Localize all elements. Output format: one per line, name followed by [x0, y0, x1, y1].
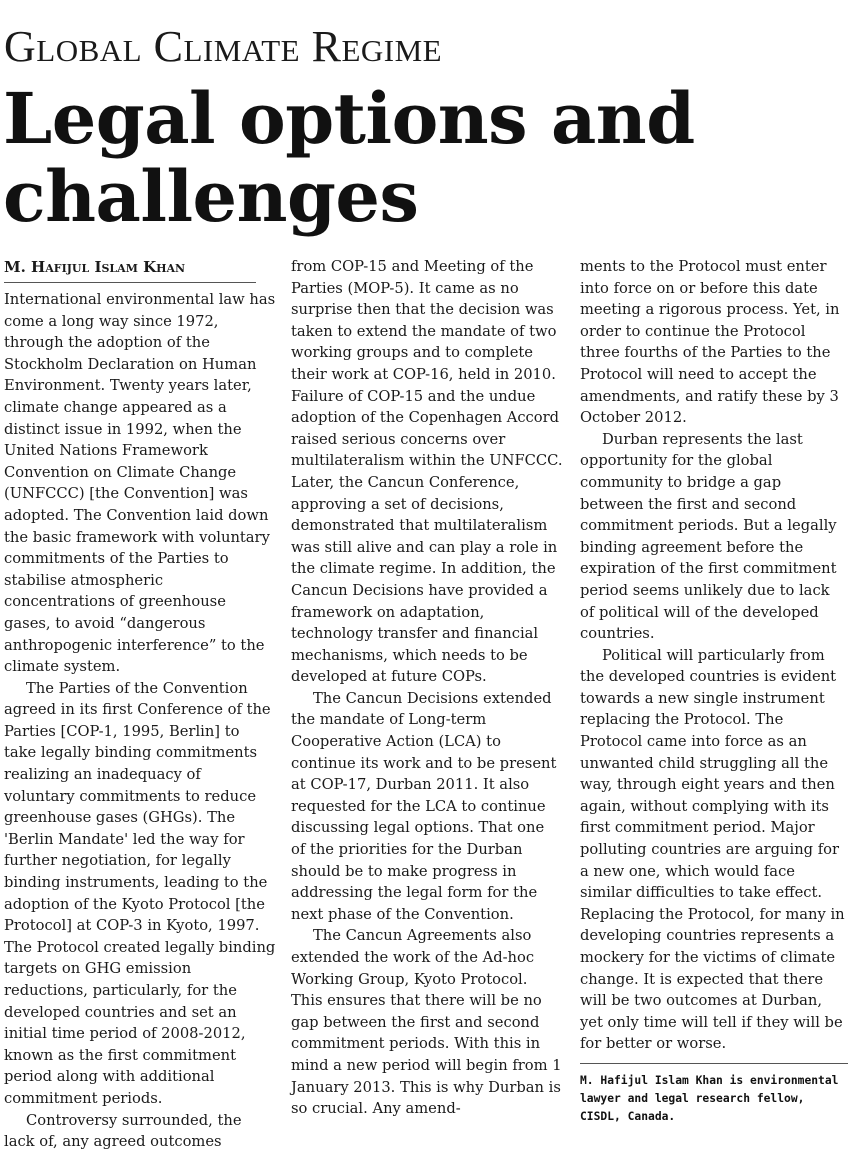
paragraph: ments to the Protocol must enter into force on or before this date meeting a rigorous process. Yet, in order to continue the Protocol three fourths of the Parties to the Protocol will need to accept the amendments, and ratify these by 3 October 2012. — [580, 258, 840, 427]
article-column-3 — [580, 256, 848, 1126]
article-headline: Legal options and challenges — [3, 77, 695, 238]
paragraph: International environmental law has come a long way since 1972, through the adoption of the Stockholm Declaration on Human Environment. Twenty years later, climate change appeared as a distinct issue in 1992, when the United Nations Framework Convention on Climate Change (UNFCCC) [the Convention] was adopted. The Convention laid down the basic framework with voluntary commitments of the Parties to stabilise atmospheric concentrations of greenhouse gases, to avoid “dangerous anthropogenic interference” to the climate system. — [4, 291, 276, 676]
paragraph: The Cancun Agreements also extended the work of the Ad-hoc Working Group, Kyoto Protocol. This ensures that there will be no gap between the first and second commitment periods. With this in mind a new period will begin from 1 January 2013. This is why Durban is so crucial. Any amend- — [291, 927, 562, 1118]
paragraph: The Parties of the Convention agreed in its first Conference of the Parties [COP-1, 1995, Berlin] to take legally binding commitments realizing an inadequacy of voluntary commitments to reduce greenhouse gases (GHGs). The 'Berlin Mandate' led the way for further negotiation, for legally binding instruments, leading to the adoption of the Kyoto Protocol [the Protocol] at COP-3 in Kyoto, 1997. The Protocol created legally binding targets on GHG emission reductions, particularly, for the developed countries and set an initial time period of 2008-2012, known as the first commitment period along with additional commitment periods. — [4, 679, 276, 1107]
paragraph: Controversy surrounded, the lack of, any agreed outcomes — [4, 1111, 242, 1151]
author-bio: M. Hafijul Islam Khan is environmental lawyer and legal research fellow, CISDL, Canada. — [580, 1063, 848, 1126]
paragraph: from COP-15 and Meeting of the Parties (MOP-5). It came as no surprise then that the decision was taken to extend the mandate of two working groups and to complete their work at COP-16, held in 2010. Failure of COP-15 and the undue adoption of the Copenhagen Accord raised serious concerns over multilateralism within the UNFCCC. Later, the Cancun Conference, approving a set of decisions, demonstrated that multilateralism was still alive and can play a role in the climate regime. In addition, the Cancun Decisions have provided a framework on adaptation, technology transfer and financial mechanisms, which needs to be developed at future COPs. — [291, 258, 563, 686]
byline: M. Hafijul Islam Khan — [4, 256, 256, 283]
article-column-1 — [4, 256, 276, 1153]
article-column-2 — [291, 256, 563, 1120]
section-kicker: Global Climate Regime — [4, 22, 443, 71]
paragraph: Durban represents the last opportunity for the global community to bridge a gap between the first and second commitment periods. But a legally binding agreement before the expiration of the first commitment period seems unlikely due to lack of political will of the developed countries. — [580, 430, 837, 643]
paragraph: Political will particularly from the developed countries is evident towards a new single instrument replacing the Protocol. The Protocol came into force as an unwanted child struggling all the way, through eight years and then again, without complying with its first commitment period. Major polluting countries are arguing for a new one, which would face similar difficulties to take effect. Replacing the Protocol, for many in developing countries represents a mockery for the victims of climate change. It is expected that there will be two outcomes at Durban, yet only time will tell if they will be for better or worse. — [580, 646, 845, 1053]
paragraph: The Cancun Decisions extended the mandate of Long-term Cooperative Action (LCA) to continue its work and to be present at COP-17, Durban 2011. It also requested for the LCA to continue discussing legal options. That one of the priorities for the Durban should be to make progress in addressing the legal form for the next phase of the Convention. — [291, 689, 557, 923]
